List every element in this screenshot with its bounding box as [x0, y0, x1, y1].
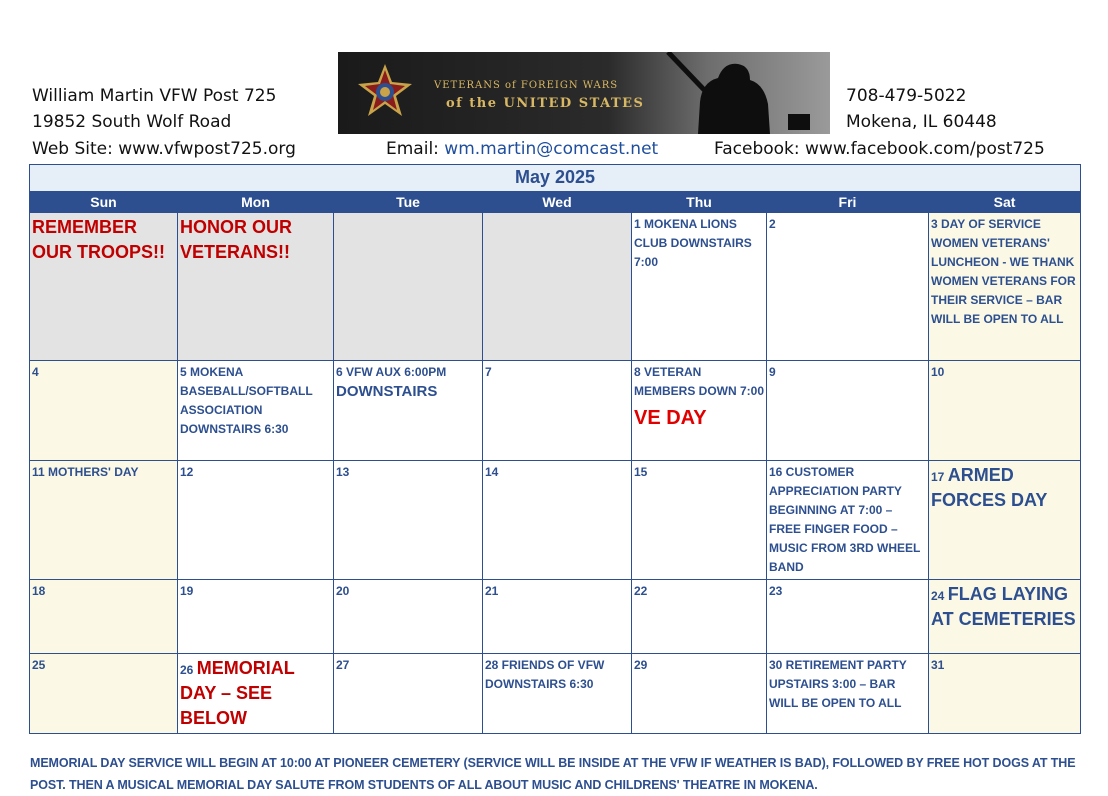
- calendar-day-cell[interactable]: [929, 361, 1081, 461]
- day-event-text: 7: [485, 365, 492, 379]
- calendar-day-cell[interactable]: [632, 580, 767, 654]
- calendar-week: [30, 361, 1081, 461]
- city-state: Mokena, IL 60448: [846, 112, 997, 132]
- memorial-day-note: MEMORIAL DAY SERVICE WILL BEGIN AT 10:00 AT PIONEER CEMETERY (SERVICE WILL BE INSIDE AT THE VFW IF WEATHER IS BAD), FOLLOWED BY FREE HOT DOGS AT THE POST. THEN A MUSICAL MEMORIAL DAY SALUTE FROM STUDENTS OF ALL ABOUT MUSIC AND CHILDRENS' THEATRE IN MOKENA.: [30, 756, 1076, 792]
- facebook-link[interactable]: Facebook: www.facebook.com/post725: [714, 139, 1045, 159]
- day-event-text: 10: [931, 365, 945, 379]
- day-event-text: 29: [634, 658, 648, 672]
- calendar-day-cell[interactable]: [767, 361, 929, 461]
- day-event-text: 18: [32, 584, 46, 598]
- calendar-day-cell[interactable]: [178, 361, 334, 461]
- day-event-text: 19: [180, 584, 194, 598]
- day-event-text: 11 MOTHERS' DAY: [32, 465, 139, 479]
- day-event-text: 23: [769, 584, 783, 598]
- calendar-week: [30, 580, 1081, 654]
- email-line: [386, 139, 658, 159]
- calendar-day-cell[interactable]: [334, 654, 483, 734]
- day-event-text: 12: [180, 465, 194, 479]
- calendar-day-cell[interactable]: [178, 654, 334, 734]
- soldier-silhouette-icon: [638, 52, 830, 134]
- calendar-week: [30, 213, 1081, 361]
- calendar-day-cell[interactable]: [767, 580, 929, 654]
- day-event-text: 25: [32, 658, 46, 672]
- weekday-header-thu: Thu: [632, 192, 767, 213]
- post-name: William Martin VFW Post 725: [32, 86, 277, 106]
- day-event-text: 6 VFW AUX 6:00PM: [336, 365, 447, 379]
- day-event-extra: DOWNSTAIRS: [336, 383, 438, 400]
- day-event-text: 27: [336, 658, 350, 672]
- email-link[interactable]: wm.martin@comcast.net: [444, 139, 659, 159]
- day-event-text: ARMED FORCES DAY: [931, 465, 1048, 510]
- may-calendar: [29, 164, 1081, 734]
- ve-day-label: VE DAY: [634, 407, 707, 429]
- calendar-day-cell[interactable]: [30, 213, 178, 361]
- day-event-text: 5 MOKENA BASEBALL/SOFTBALL ASSOCIATION DOWNSTAIRS 6:30: [180, 365, 313, 436]
- website-link[interactable]: Web Site: www.vfwpost725.org: [32, 139, 296, 159]
- day-event-text: FLAG LAYING AT CEMETERIES: [931, 584, 1076, 629]
- weekday-header-sat: Sat: [929, 192, 1081, 213]
- calendar-day-cell[interactable]: [929, 213, 1081, 361]
- calendar-day-cell[interactable]: [632, 361, 767, 461]
- calendar-day-cell[interactable]: [30, 580, 178, 654]
- day-event-text: REMEMBER OUR TROOPS!!: [32, 217, 165, 262]
- calendar-day-cell[interactable]: [334, 580, 483, 654]
- day-number: 17: [931, 470, 945, 484]
- calendar-day-cell[interactable]: [767, 213, 929, 361]
- day-event-text: 1 MOKENA LIONS CLUB DOWNSTAIRS 7:00: [634, 217, 752, 269]
- email-label: Email:: [386, 139, 445, 159]
- calendar-day-cell[interactable]: [334, 361, 483, 461]
- calendar-day-cell[interactable]: [632, 654, 767, 734]
- calendar-day-cell[interactable]: [632, 213, 767, 361]
- post-contact: [846, 83, 997, 135]
- day-event-text: 9: [769, 365, 776, 379]
- calendar-day-cell[interactable]: [483, 580, 632, 654]
- calendar-title: May 2025: [30, 165, 1081, 192]
- post-info: [32, 83, 276, 135]
- calendar-week: [30, 461, 1081, 580]
- day-event-text: 2: [769, 217, 776, 231]
- day-event-text: 16 CUSTOMER APPRECIATION PARTY BEGINNING AT 7:00 – FREE FINGER FOOD – MUSIC FROM 3RD WHEEL BAND: [769, 465, 921, 574]
- calendar-day-cell[interactable]: [30, 361, 178, 461]
- day-event-text: HONOR OUR VETERANS!!: [180, 217, 292, 262]
- day-event-text: 13: [336, 465, 350, 479]
- day-number: 24: [931, 589, 945, 603]
- calendar-day-cell[interactable]: [30, 654, 178, 734]
- calendar-day-cell[interactable]: [929, 580, 1081, 654]
- calendar-day-cell[interactable]: [767, 461, 929, 580]
- calendar-day-cell[interactable]: [929, 461, 1081, 580]
- weekday-header-mon: Mon: [178, 192, 334, 213]
- day-event-text: 14: [485, 465, 499, 479]
- calendar-day-cell[interactable]: [30, 461, 178, 580]
- day-event-text: 21: [485, 584, 499, 598]
- banner-line-1: VETERANS of FOREIGN WARS: [434, 80, 619, 91]
- weekday-header-wed: Wed: [483, 192, 632, 213]
- day-event-text: 3 DAY OF SERVICE WOMEN VETERANS' LUNCHEON - WE THANK WOMEN VETERANS FOR THEIR SERVICE – BAR WILL BE OPEN TO ALL: [931, 217, 1076, 326]
- day-event-text: 30 RETIREMENT PARTY UPSTAIRS 3:00 – BAR WILL BE OPEN TO ALL: [769, 658, 907, 710]
- post-address: 19852 South Wolf Road: [32, 112, 232, 132]
- vfw-cross-emblem-icon: [356, 62, 414, 120]
- day-event-text: 28 FRIENDS OF VFW DOWNSTAIRS 6:30: [485, 658, 605, 691]
- calendar-day-cell[interactable]: [929, 654, 1081, 734]
- calendar-week: [30, 654, 1081, 734]
- weekday-header-fri: Fri: [767, 192, 929, 213]
- calendar-day-cell[interactable]: [178, 580, 334, 654]
- phone-number: 708-479-5022: [846, 86, 967, 106]
- calendar-day-cell[interactable]: [767, 654, 929, 734]
- calendar-day-cell[interactable]: [334, 461, 483, 580]
- day-event-text: 20: [336, 584, 350, 598]
- weekday-header-sun: Sun: [30, 192, 178, 213]
- day-event-text: 8 VETERAN MEMBERS DOWN 7:00: [634, 365, 765, 398]
- day-event-text: 31: [931, 658, 945, 672]
- calendar-day-cell[interactable]: [483, 461, 632, 580]
- calendar-day-cell[interactable]: [483, 654, 632, 734]
- day-event-text: MEMORIAL DAY – SEE BELOW: [180, 658, 295, 728]
- calendar-day-cell[interactable]: [334, 213, 483, 361]
- day-event-text: 4: [32, 365, 39, 379]
- calendar-day-cell[interactable]: [178, 461, 334, 580]
- calendar-day-cell[interactable]: [483, 213, 632, 361]
- calendar-day-cell[interactable]: [632, 461, 767, 580]
- weekday-header-tue: Tue: [334, 192, 483, 213]
- day-event-text: 22: [634, 584, 648, 598]
- calendar-day-cell[interactable]: [483, 361, 632, 461]
- vfw-banner: [338, 52, 830, 134]
- day-event-text: 15: [634, 465, 648, 479]
- calendar-day-cell[interactable]: [178, 213, 334, 361]
- banner-line-2: of the UNITED STATES: [446, 96, 645, 111]
- day-number: 26: [180, 663, 194, 677]
